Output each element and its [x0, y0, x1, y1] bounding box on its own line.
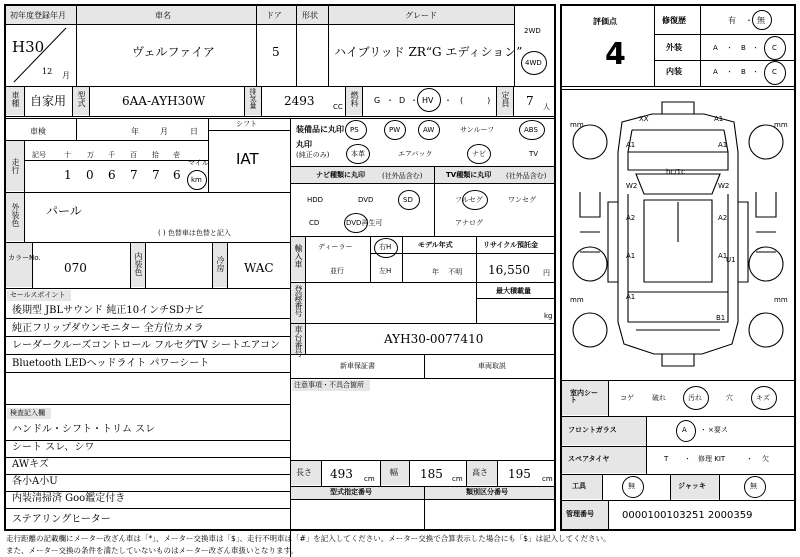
mark-w2-l: W2: [626, 182, 638, 190]
shift-value: IAT: [236, 150, 259, 168]
first-reg-year: H30: [12, 38, 45, 56]
equip-tv: TV: [529, 150, 539, 158]
inspection-note-2: シート スレ、シワ: [12, 442, 95, 453]
first-reg-label: 初年度登録年月: [10, 11, 66, 20]
mileage-digit-5: 7: [152, 168, 160, 182]
footer-line-1: 走行距離の記載欄にメーター改ざん車は「*」、メーター交換車は「$」、走行不明車は「#」を記入してください。メーター交換で合算表示した場合にも「$」は記入してください。: [6, 534, 611, 543]
mileage-unit: km: [191, 176, 202, 184]
day-label: 日: [190, 127, 198, 136]
mileage-digit-2: 0: [86, 168, 94, 182]
right-hand: 右H: [379, 243, 392, 251]
equip-sunroof: サンルーフ: [460, 126, 495, 134]
mark-center: hc/1c: [666, 168, 685, 176]
interior-label: 内装: [666, 67, 682, 76]
mark-a2-mr: A2: [718, 214, 728, 222]
fuel-label: 燃料: [350, 91, 359, 107]
import-label: 輸入車: [294, 244, 303, 268]
tv-oneseg: ワンセグ: [508, 196, 536, 204]
exterior-c: C: [772, 44, 777, 52]
footer-line-2: また、メーター交換の条件を満たしていないものはメーター改ざん車扱いとなります。: [6, 546, 298, 555]
rating-label: 評価点: [593, 17, 617, 26]
color-note: ( ) 色替車は色替と記入: [158, 229, 231, 237]
jack-value: 無: [750, 482, 757, 490]
displacement-label: 排気量: [249, 88, 257, 109]
month-label: 月: [160, 127, 168, 136]
equip-leather: 本革: [351, 150, 365, 158]
inspection-note-1: ハンドル・シフト・トリム スレ: [12, 424, 156, 435]
windshield-sep: ・: [700, 426, 707, 434]
sheet-burn: コゲ: [620, 394, 634, 402]
exterior-label: 外装: [666, 43, 682, 52]
sales-points-label: セールスポイント: [10, 291, 66, 299]
spare-t: T: [664, 455, 669, 463]
chassis-label: 車台番号: [294, 325, 303, 357]
windshield-a: A: [682, 426, 687, 434]
history-label: 修復歴: [662, 16, 686, 25]
inspection-note-3: AWキズ: [12, 459, 49, 470]
sales-point-4: Bluetooth LEDヘッドライト パワーシート: [12, 358, 210, 369]
grade-label: グレード: [405, 11, 437, 20]
shift-label: シフト: [236, 120, 257, 128]
car-name-label: 車名: [155, 11, 171, 20]
new-warranty: 新車保証書: [340, 362, 375, 370]
sheet-scratch: キズ: [756, 394, 770, 402]
sales-point-2: 純正フリップダウンモニター 全方位カメラ: [12, 323, 204, 334]
interior-sheet-label: 室内シート: [570, 389, 598, 404]
drive-4wd: 4WD: [525, 59, 542, 67]
mark-a1-rl: A1: [626, 293, 636, 301]
manual: 車両取説: [478, 362, 506, 370]
cooler-label: 冷房: [216, 256, 225, 272]
mileage-label: 走行: [11, 158, 20, 174]
cc-unit: CC: [333, 103, 343, 111]
month-unit: 月: [62, 71, 70, 80]
nav-sd: SD: [403, 196, 413, 204]
header-band: [6, 6, 514, 24]
nav-dvd: DVD: [358, 196, 374, 204]
equipment-label: 装備品に丸印: [296, 125, 344, 134]
reg-no-label: 登録番号: [294, 285, 303, 317]
mark-w2-r: W2: [718, 182, 730, 190]
digit-h4: 拾: [152, 151, 159, 159]
mm-label-3: mm: [570, 296, 584, 304]
first-reg-month: 12: [42, 67, 53, 76]
color-no-label: カラーNo.: [8, 254, 41, 262]
equip-ps: PS: [350, 126, 359, 134]
model-label: 型式: [77, 91, 86, 107]
inspection-note-4: 各小A小U: [12, 476, 58, 487]
width-label: 幅: [390, 468, 398, 477]
digit-h2: 千: [108, 151, 115, 159]
mm-label-4: mm: [774, 296, 788, 304]
mileage-digit-3: 6: [108, 168, 116, 182]
height-label: 高さ: [472, 468, 488, 477]
spare-missing: 欠: [762, 455, 769, 463]
inspection-notes-label: 検査記入欄: [10, 409, 45, 417]
tools-label: 工具: [572, 482, 586, 490]
car-name: ヴェルファイア: [132, 45, 215, 59]
body-type-label: 車種: [11, 91, 20, 107]
recycle-value: 16,550: [488, 263, 530, 277]
width-value: 185: [420, 467, 443, 481]
exterior-a: A: [713, 44, 718, 52]
max-load-label: 最大積載量: [496, 287, 531, 295]
inspection-note-5: 内装清掃済 Goo鑑定付き: [12, 493, 126, 504]
digit-h0: 十: [64, 151, 71, 159]
caution-label: 注意事項・不具合箇所: [294, 381, 364, 389]
grade-value: ハイブリッド ZR“G エディション”: [334, 45, 523, 59]
history-no: 無: [757, 16, 765, 25]
length-cm: cm: [364, 475, 375, 483]
tv-analog: アナログ: [455, 219, 483, 227]
drive-2wd: 2WD: [524, 27, 541, 35]
mile-label: マイル: [188, 159, 209, 167]
mileage-digit-1: 1: [64, 168, 72, 182]
nav-cd: CD: [309, 219, 320, 227]
shape-label: 形状: [302, 11, 318, 20]
digit-h3: 百: [130, 151, 137, 159]
equip-aw: AW: [423, 126, 435, 134]
exterior-color-label: 外装色: [11, 203, 20, 227]
ac-value: WAC: [244, 261, 274, 275]
car-damage-diagram: [562, 92, 794, 378]
sales-point-1: 後期型 JBLサウンド 純正10インチSDナビ: [12, 305, 204, 316]
nav-genuine-note: (社外品含む): [382, 172, 423, 180]
rating-value: 4: [605, 37, 626, 72]
exterior-b: B: [741, 44, 746, 52]
interior-c: C: [772, 68, 777, 76]
capacity-label: 定員: [501, 91, 510, 107]
spare-sep2: ・: [746, 455, 753, 463]
tv-genuine-note: (社外品含む): [506, 172, 547, 180]
door-label: ドア: [266, 11, 282, 20]
model-code: 6AA-AYH30W: [122, 94, 206, 108]
digit-h5: 壱: [173, 151, 180, 159]
chassis-value: AYH30-0077410: [384, 332, 484, 346]
fuel-d: D: [399, 96, 406, 105]
equipment-note: (純正のみ): [296, 151, 330, 159]
mark-u1: U1: [726, 256, 736, 264]
length-value: 493: [330, 467, 353, 481]
mgmt-label: 管理番号: [566, 510, 594, 518]
tv-fullseg: フルセグ: [455, 196, 483, 204]
year-label: 年: [131, 127, 139, 136]
spare-sep1: ・: [684, 455, 691, 463]
nav-hdd: HDD: [307, 196, 324, 204]
category-no-label: 類別区分番号: [466, 488, 508, 496]
height-value: 195: [508, 467, 531, 481]
nav-dvdplay: DVD再生可: [346, 219, 383, 227]
record-label: 記号: [32, 151, 46, 159]
use-type: 自家用: [30, 94, 67, 108]
nav-type-label: ナビ種類に丸印: [316, 171, 365, 179]
model-year-label: モデル年式: [418, 241, 453, 249]
mark-a1-ml: A1: [626, 252, 636, 260]
capacity-value: 7: [526, 94, 534, 108]
mm-label-2: mm: [774, 121, 788, 129]
mark-xx: XX: [639, 115, 649, 123]
interior-color-label: 内装色: [134, 252, 143, 276]
mark-a1-fl: A1: [626, 141, 636, 149]
jack-label: ジャッキ: [678, 482, 706, 490]
fuel-hv: HV: [422, 96, 434, 105]
mileage-digit-4: 7: [130, 168, 138, 182]
spare-label: スペアタイヤ: [568, 455, 610, 463]
import-dealer: ディーラー: [318, 243, 353, 251]
mark-a1-fr: A1: [718, 141, 728, 149]
recycle-label: リサイクル預託金: [483, 241, 539, 249]
mark-a1-top: A1: [714, 115, 724, 123]
door-count: 5: [272, 45, 280, 59]
equip-navi: ナビ: [472, 150, 486, 158]
displacement-value: 2493: [284, 94, 315, 108]
capacity-unit: 人: [543, 103, 550, 111]
mgmt-value: 0000100103251 2000359: [622, 510, 753, 521]
color-name: パール: [46, 204, 82, 218]
windshield-label: フロントガラス: [568, 426, 617, 434]
model-year-value: 年 不明: [432, 268, 463, 276]
recycle-yen: 円: [543, 269, 550, 277]
mileage-digit-6: 6: [173, 168, 181, 182]
equip-pw: PW: [389, 126, 401, 134]
type-designation-label: 型式指定番号: [330, 488, 372, 496]
sheet-dirt: 汚れ: [688, 394, 702, 402]
digit-h1: 万: [87, 151, 94, 159]
color-code: 070: [64, 261, 87, 275]
mark-a1-mr: A1: [718, 252, 728, 260]
interior-a: A: [713, 68, 718, 76]
import-parallel: 並行: [330, 267, 344, 275]
length-label: 長さ: [296, 468, 312, 477]
equip-abs: ABS: [524, 126, 538, 134]
inspection-note-6: ステアリングヒーター: [12, 514, 111, 525]
left-hand: 左H: [379, 267, 392, 275]
history-yes: 有: [728, 16, 736, 25]
spare-kit: 修理 KIT: [698, 455, 726, 463]
fuel-g: G: [374, 96, 381, 105]
inspection-label: 車検: [30, 127, 46, 136]
sheet-tear: 破れ: [652, 394, 666, 402]
mark-b1: B1: [716, 314, 726, 322]
max-load-kg: kg: [544, 312, 553, 320]
tv-type-label: TV種類に丸印: [446, 171, 492, 179]
mm-label-1: mm: [570, 121, 584, 129]
width-cm: cm: [452, 475, 463, 483]
height-cm: cm: [542, 475, 553, 483]
sales-point-3: レーダークルーズコントロール フルセグTV シートエアコン: [12, 340, 280, 351]
sheet-hole: 穴: [726, 394, 733, 402]
equip-airbag: エアバック: [398, 150, 433, 158]
windshield-replace: ×要ス: [708, 426, 728, 434]
mark-a2-ml: A2: [626, 214, 636, 222]
tools-value: 無: [628, 482, 635, 490]
interior-b: B: [741, 68, 746, 76]
